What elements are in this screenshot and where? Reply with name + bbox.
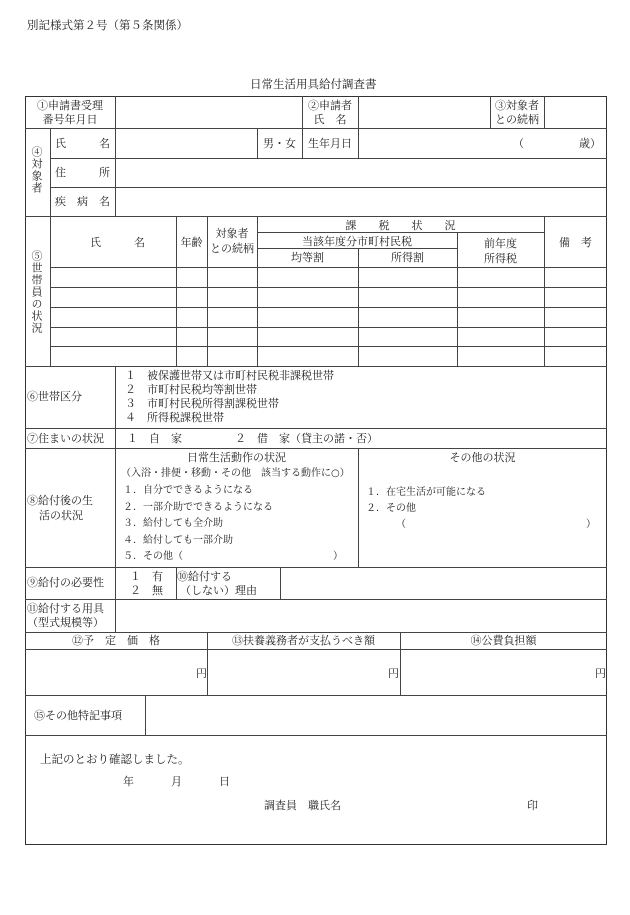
necessity-no-option[interactable]: ２ 無	[130, 584, 163, 597]
decision-label-2: （しない）理由	[180, 584, 257, 597]
price-field[interactable]	[26, 650, 207, 695]
seal-mark: 印	[527, 799, 538, 812]
adl-option[interactable]: ４．給付しても一部介助	[123, 535, 233, 546]
confirm-day: 日	[219, 775, 230, 788]
price-header: ⑫予 定 価 格	[72, 634, 160, 647]
household-side-label: ⑤世帯員の状況	[30, 250, 43, 334]
adl-option[interactable]: ３．給付しても全介助	[123, 518, 223, 529]
relation-header: 対象者	[215, 227, 249, 240]
applicant-label: ②申請者	[308, 99, 352, 112]
other-status-detail[interactable]: （ ）	[396, 519, 596, 530]
prev-year-header-2: 所得税	[484, 252, 517, 265]
dob-label: 生年月日	[308, 137, 352, 150]
category-option[interactable]: ４ 所得税課税世帯	[125, 411, 224, 424]
form-reference: 別記様式第２号（第５条関係）	[27, 18, 188, 32]
applicant-label-2: 氏 名	[313, 113, 347, 126]
other-status-option[interactable]: １．在宅生活が可能になる	[366, 487, 486, 498]
public-field[interactable]	[401, 650, 607, 695]
relation-label: ③対象者	[495, 99, 539, 112]
category-option[interactable]: ２ 市町村民税均等割世帯	[125, 383, 257, 396]
adl-note: （入浴・排便・移動・その他 該当する動作に○）	[121, 468, 350, 479]
current-year-header: 当該年度分市町村民税	[302, 235, 412, 248]
form-title: 日常生活用具給付調査書	[250, 77, 377, 91]
decision-label: ⑩給付する	[177, 570, 232, 583]
prev-year-header: 前年度	[484, 237, 517, 250]
subject-name-field[interactable]	[116, 128, 257, 158]
decision-reason-field[interactable]	[281, 567, 607, 599]
subject-side-label: ④対象者	[30, 146, 43, 194]
other-status-header: その他の状況	[449, 451, 516, 464]
equal-split-header: 均等割	[291, 251, 324, 264]
investigator-label: 調査員 職氏名	[264, 799, 341, 812]
receipt-number-field[interactable]	[116, 96, 302, 128]
category-label: ⑥世帯区分	[27, 390, 82, 403]
address-field[interactable]	[116, 158, 607, 187]
remarks-header: 備 考	[559, 236, 592, 249]
relation-header-2: との続柄	[210, 242, 254, 255]
category-option[interactable]: １ 被保護世帯又は市町村民税非課税世帯	[125, 369, 334, 382]
age-header: 年齢	[180, 236, 203, 249]
household-rows[interactable]	[51, 268, 607, 366]
tax-header: 課 税 状 況	[345, 219, 456, 232]
housing-rent-option[interactable]: ２ 借 家（貸主の諾・否）	[235, 432, 378, 445]
necessity-yes-option[interactable]: １ 有	[130, 570, 163, 583]
illness-field[interactable]	[116, 187, 607, 216]
category-option[interactable]: ３ 市町村民税所得割課税世帯	[125, 397, 279, 410]
necessity-label: ⑨給付の必要性	[27, 576, 104, 589]
relation-label-2: との続柄	[495, 113, 539, 126]
adl-option[interactable]: ２．一部介助でできるようになる	[123, 502, 273, 513]
price-yen: 円	[196, 667, 207, 680]
equipment-field[interactable]	[116, 599, 607, 632]
receipt-label: ①申請書受理	[37, 99, 103, 112]
applicant-name-field[interactable]	[359, 96, 490, 128]
after-label: ⑧給付後の生	[27, 494, 93, 507]
gender-select[interactable]: 男・女	[263, 137, 296, 150]
address-label: 住 所	[55, 166, 110, 179]
confirm-year: 年	[123, 775, 134, 788]
equipment-label: ⑪給付する用具	[27, 602, 104, 615]
subject-name-label: 氏 名	[55, 137, 110, 150]
special-field[interactable]	[146, 695, 607, 735]
support-field[interactable]	[208, 650, 400, 695]
name-header: 氏 名	[90, 236, 145, 249]
support-yen: 円	[388, 667, 399, 680]
adl-header: 日常生活動作の状況	[187, 451, 286, 464]
confirm-text: 上記のとおり確認しました。	[40, 752, 190, 766]
adl-option[interactable]: １．自分でできるようになる	[123, 485, 253, 496]
relation-field[interactable]	[545, 96, 607, 128]
confirm-month: 月	[171, 775, 182, 788]
housing-own-option[interactable]: １ 自 家	[127, 432, 182, 445]
public-header: ⑭公費負担額	[470, 634, 537, 647]
after-label-2: 活の状況	[39, 509, 83, 522]
adl-option[interactable]: ５．その他（ ）	[123, 551, 343, 562]
housing-label: ⑦住まいの状況	[27, 432, 104, 445]
other-status-option[interactable]: ２．その他	[366, 503, 416, 514]
equipment-label-2: （型式規模等）	[27, 616, 104, 629]
public-yen: 円	[595, 667, 606, 680]
income-split-header: 所得割	[391, 251, 424, 264]
special-label: ⑮その他特記事項	[34, 709, 122, 722]
support-header: ⑬扶養義務者が支払うべき額	[232, 634, 375, 647]
illness-label: 疾 病 名	[55, 195, 110, 208]
receipt-label-2: 番号年月日	[42, 113, 98, 126]
age-field[interactable]: （ 歳）	[513, 137, 601, 150]
